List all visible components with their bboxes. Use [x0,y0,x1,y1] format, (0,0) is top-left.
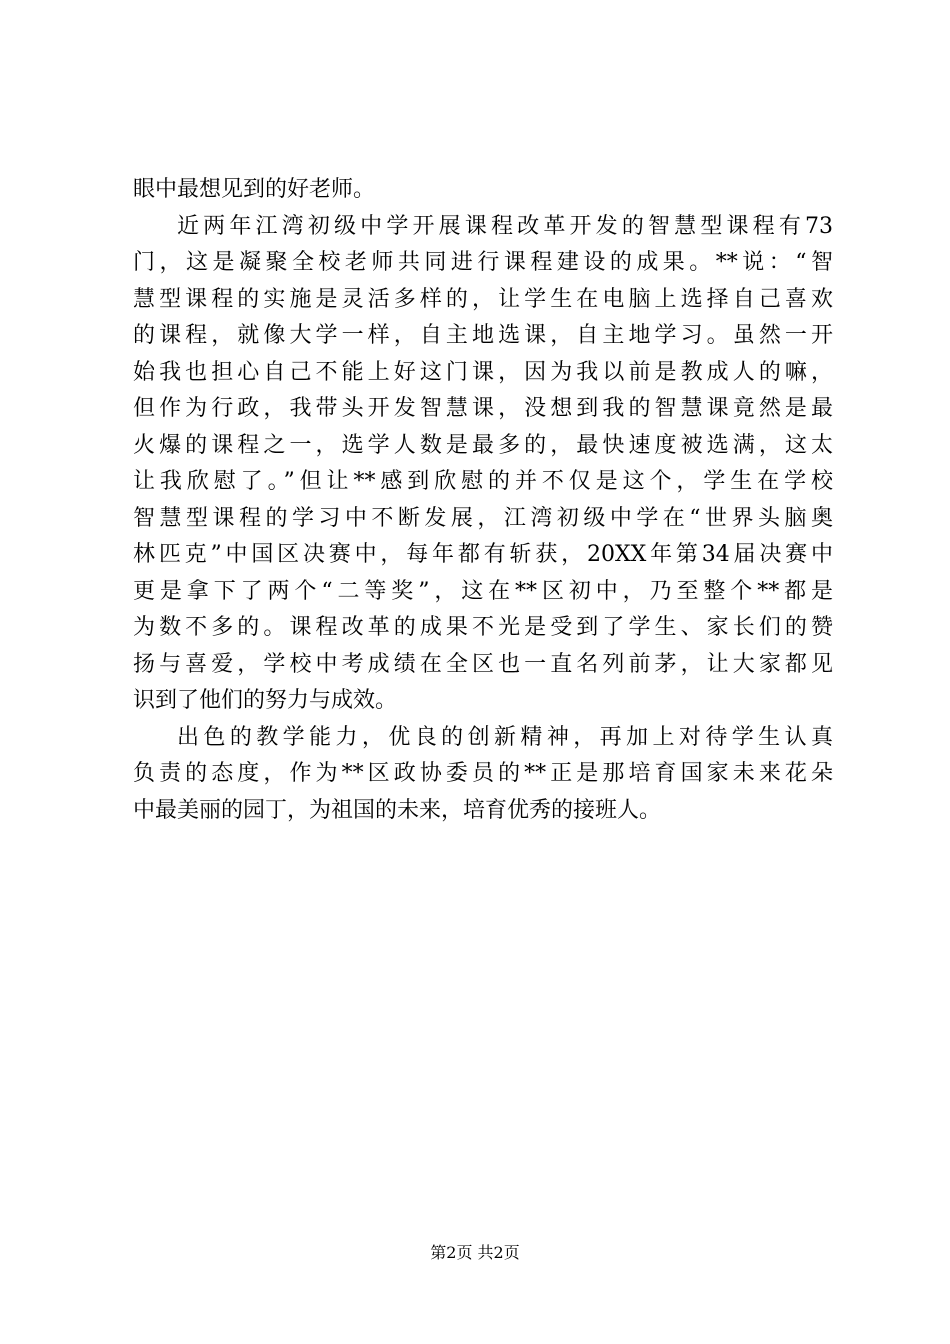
text-line: 林匹克”中国区决赛中，每年都有斩获，20XX年第34届决赛中 [133,542,833,567]
text-line: 始我也担心自己不能上好这门课，因为我以前是教成人的嘛， [133,359,833,385]
text-line: 眼中最想见到的好老师。 [133,177,376,202]
text-line: 让我欣慰了。”但让**感到欣慰的并不仅是这个，学生在学校 [133,469,833,494]
text-line: 智慧型课程的学习中不断发展，江湾初级中学在“世界头脑奥 [133,505,833,531]
text-line: 为数不多的。课程改革的成果不光是受到了学生、家长们的赞 [133,615,833,640]
text-line: 扬与喜爱，学校中考成绩在全区也一直名列前茅，让大家都见 [133,651,833,677]
text-line: 更是拿下了两个“二等奖”，这在**区初中，乃至整个**都是 [133,578,833,604]
text-line: 识到了他们的努力与成效。 [133,688,398,713]
text-line: 火爆的课程之一，选学人数是最多的，最快速度被选满，这太 [133,432,833,458]
text-line: 但作为行政，我带头开发智慧课，没想到我的智慧课竟然是最 [133,396,833,421]
page-number-footer: 第2页 共2页 [430,1243,520,1262]
paragraph-first-line: 出色的教学能力，优良的创新精神，再加上对待学生认真 [177,724,833,750]
paragraph-first-line: 近两年江湾初级中学开展课程改革开发的智慧型课程有73 [177,213,833,239]
text-line: 中最美丽的园丁，为祖国的未来，培育优秀的接班人。 [133,797,662,823]
text-line: 的课程，就像大学一样，自主地选课，自主地学习。虽然一开 [133,323,833,348]
text-line: 门，这是凝聚全校老师共同进行课程建设的成果。**说：“智 [133,250,833,275]
body-text [133,172,833,829]
text-line: 负责的态度，作为**区政协委员的**正是那培育国家未来花朵 [133,761,833,786]
text-line: 慧型课程的实施是灵活多样的，让学生在电脑上选择自己喜欢 [133,286,833,312]
